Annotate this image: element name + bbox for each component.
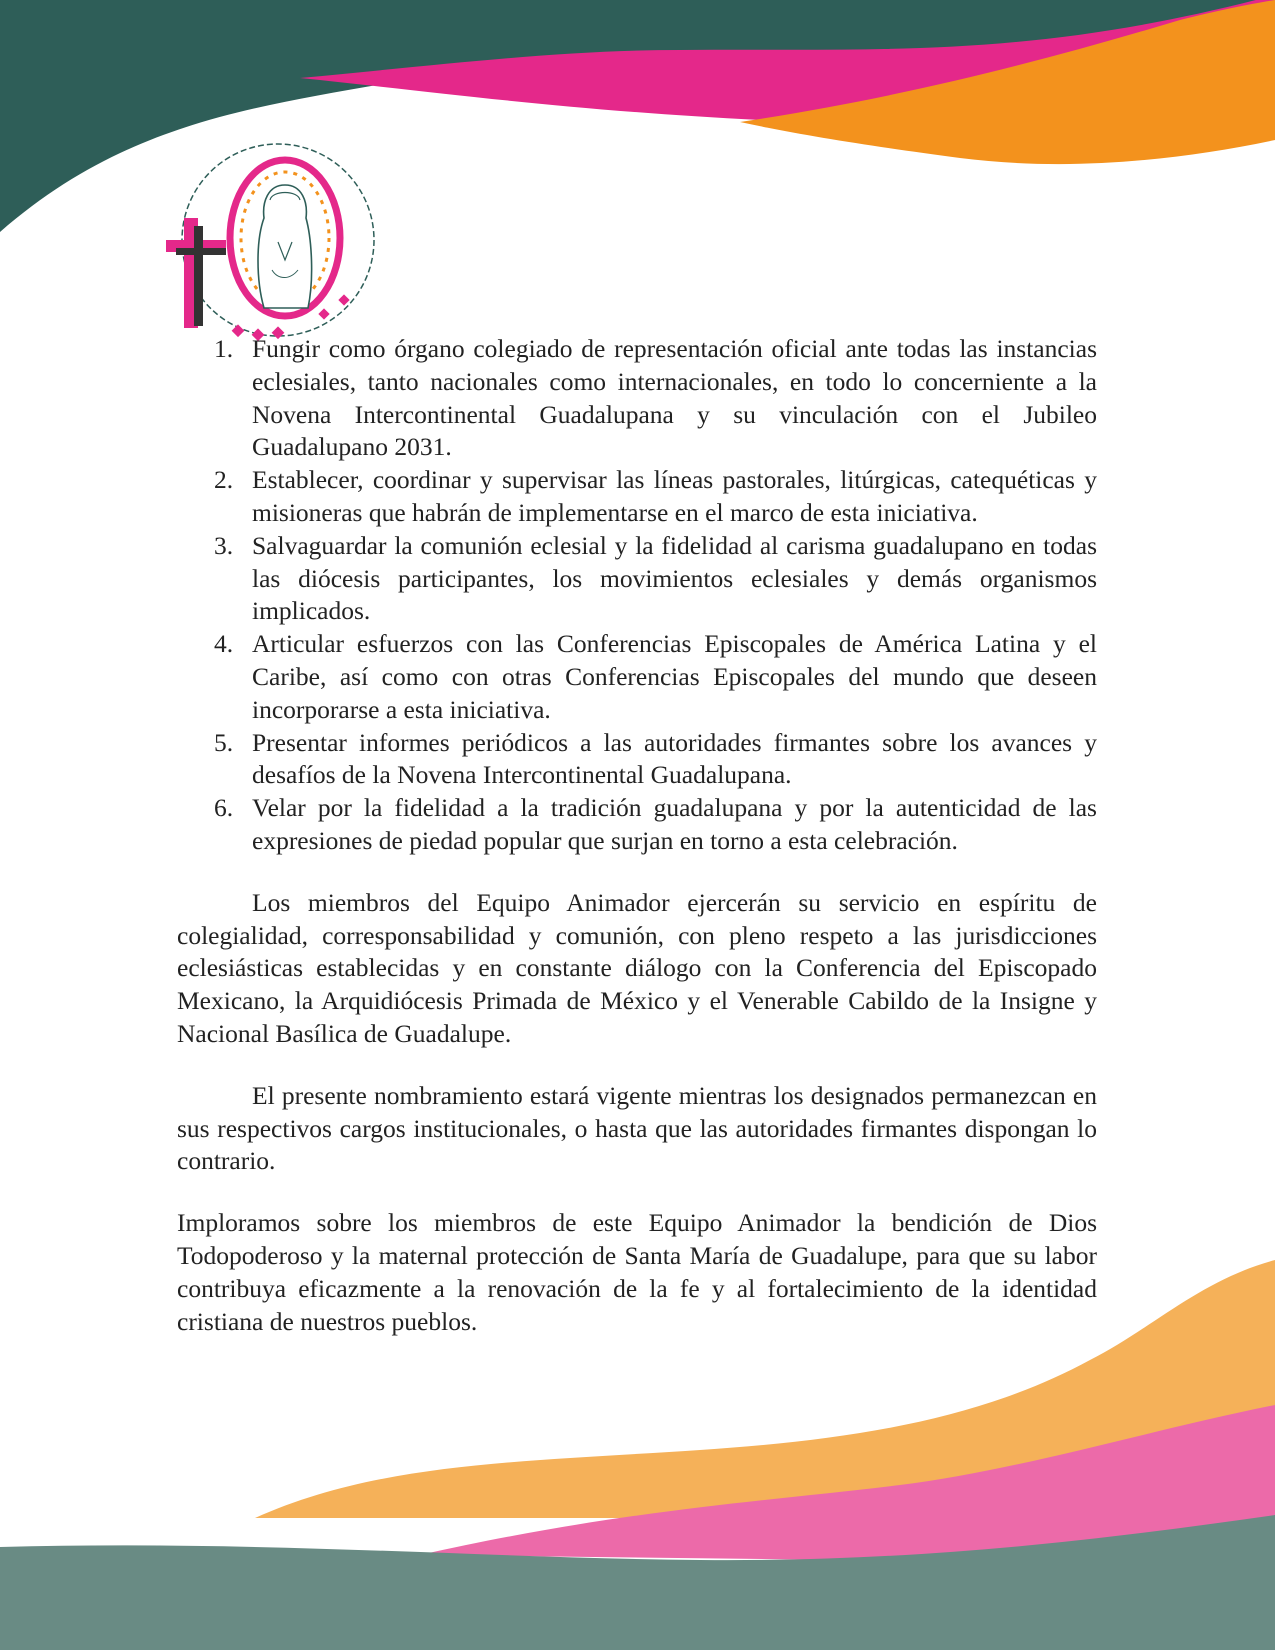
list-item-number: 6.: [214, 793, 234, 823]
list-item-text: Establecer, coordinar y supervisar las líneas pastorales, litúrgicas, catequéticas y misioneras que habrán de implementarse en el marco de esta iniciativa.: [252, 465, 1097, 527]
document-body: [177, 333, 1097, 1338]
list-item: [177, 792, 1097, 858]
list-item-text: Fungir como órgano colegiado de representación oficial ante todas las instancias eclesiales, tanto nacionales como internacionales, en todo lo concerniente a la Novena Intercontinental Guadalupana y su vinculación con el Jubileo Guadalupano 2031.: [252, 334, 1097, 462]
paragraph-validity: El presente nombramiento estará vigente mientras los designados permanezcan en sus respectivos cargos institucionales, o hasta que las autoridades firmantes dispongan lo contrario.: [177, 1080, 1097, 1176]
paragraph-service-spirit: Los miembros del Equipo Animador ejercerán su servicio en espíritu de colegialidad, corresponsabilidad y comunión, con pleno respeto a las jurisdicciones eclesiásticas establecidas y en constante diálogo con la Conferencia del Episcopado Mexicano, la Arquidiócesis Primada de México y el Venerable Cabildo de la Insigne y Nacional Basílica de Guadalupe.: [177, 887, 1097, 1048]
list-item: [177, 464, 1097, 530]
list-item-text: Salvaguardar la comunión eclesial y la fidelidad al carisma guadalupano en todas las diócesis participantes, los movimientos eclesiales y demás organismos implicados.: [252, 530, 1097, 626]
novena-logo: [160, 130, 390, 360]
list-item: [177, 333, 1097, 464]
list-item-number: 1.: [214, 334, 234, 363]
paragraph-blessing: Imploramos sobre los miembros de este Equipo Animador la bendición de Dios Todopoderoso y la maternal protección de Santa María de Guadalupe, para que su labor contribuya eficazmente a la renovación de la fe y al fortalecimiento de la identidad cristiana de nuestros pueblos.: [177, 1208, 1097, 1336]
list-item-text: Velar por la fidelidad a la tradición guadalupana y por la autenticidad de las expresiones de piedad popular que surjan en torno a esta celebración.: [252, 793, 1097, 855]
list-item: [177, 727, 1097, 793]
list-item-text: Articular esfuerzos con las Conferencias Episcopales de América Latina y el Caribe, así como con otras Conferencias Episcopales del mundo que deseen incorporarse a esta iniciativa.: [252, 629, 1097, 724]
objectives-list: [177, 333, 1097, 858]
list-item-number: 5.: [214, 727, 234, 757]
list-item: [177, 530, 1097, 628]
list-item-number: 3.: [214, 530, 234, 560]
list-item-text: Presentar informes periódicos a las autoridades firmantes sobre los avances y desafíos de la Novena Intercontinental Guadalupana.: [252, 727, 1097, 790]
list-item: [177, 628, 1097, 726]
list-item-number: 2.: [214, 465, 234, 495]
novena-guadalupana-logo-icon: [160, 130, 390, 360]
list-item-number: 4.: [214, 629, 234, 659]
